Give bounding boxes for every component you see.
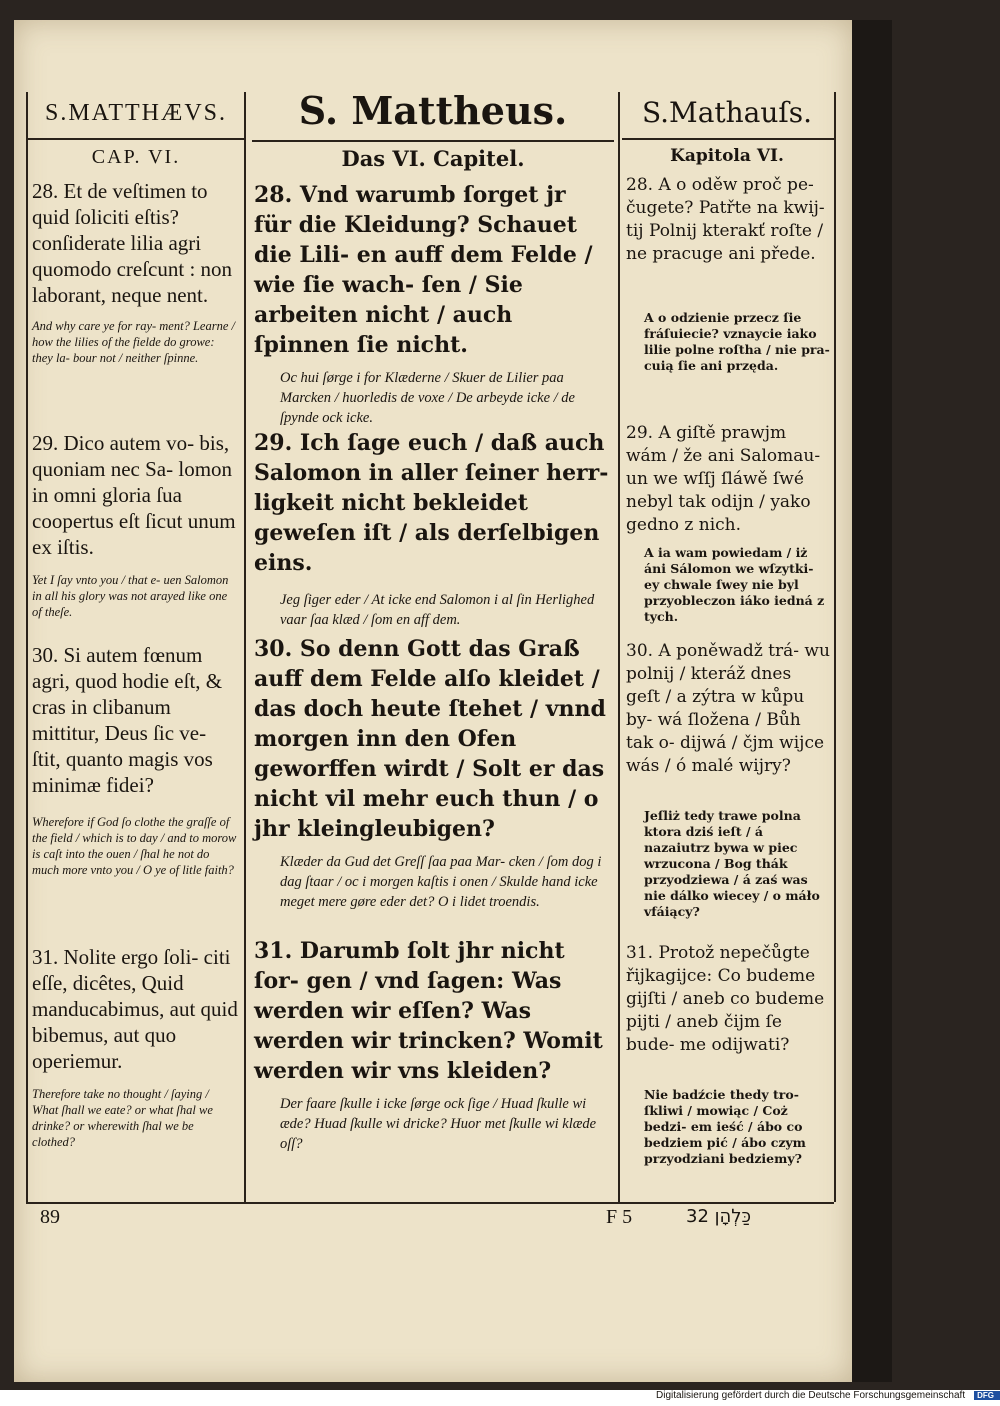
- verse-block-latin-29: [32, 430, 238, 620]
- verse-czech-28: 28. A o oděw proč pe- čugete? Patřte na kwij- tij Polnij kterakť roſte / ne pracuge ani přede.: [626, 175, 825, 264]
- verse-block-latin-28: [32, 178, 238, 366]
- verse-danish-29: Jeg ſiger eder / At icke end Salomon i al ſin Herlighed vaar ſaa klæd / ſom en aff dem.: [280, 592, 595, 628]
- verse-english-31: Therefore take no thought / ſaying / What ſhall we eate? or what ſhal we drinke? or wherewith ſhal we be clothed?: [32, 1087, 213, 1149]
- verse-polish-31: Nie badźcie thedy tro- ſkliwi / mowiąc / Coż bedzi- em ieść / ábo co bedziem pić / ábo czym przyodziani bedziemy?: [644, 1087, 806, 1166]
- page-number: 89: [40, 1206, 60, 1228]
- verse-block-german-29: [254, 428, 610, 630]
- verse-latin-28: 28. Et de veſtimen to quid ſoliciti eſtis? conſiderate lilia agri quomodo creſcunt : non laborant, neque nent.: [32, 179, 233, 307]
- header-german: S. Mattheus.: [298, 88, 568, 133]
- chapter-czech: Kapitola VI.: [670, 146, 784, 166]
- verse-block-czech-30: [626, 640, 830, 920]
- verse-polish-29: A ia wam powiedam / iż áni Sálomon we wſzytki- ey chwale ſwey nie byl przyobleczon iáko iedná z tych.: [644, 545, 825, 624]
- verse-block-latin-30: [32, 642, 238, 878]
- verse-german-31: 31. Darumb ſolt jhr nicht ſor- gen / vnd ſagen: Was werden wir eſſen? Was werden wir trincken? Womit werden wir vns kleiden?: [254, 938, 603, 1084]
- header-rule-german: [252, 140, 614, 142]
- page-edge-shadow: [852, 20, 892, 1382]
- signature-mark: F 5: [606, 1206, 633, 1228]
- verse-latin-30: 30. Si autem fœnum agri, quod hodie eſt, & cras in clibanum mittitur, Deus ſic ve- ſtit, quanto magis vos minimæ fidei?: [32, 643, 223, 797]
- digitization-credit: [0, 1390, 1000, 1406]
- chapter-latin: CAP. VI.: [91, 146, 181, 168]
- verse-block-latin-31: [32, 944, 238, 1150]
- verse-polish-30: Jeſliż tedy trawe polna ktora dziś ieſt / á nazaiutrz bywa w piec wrzucona / Bog thák przyodziewa / á zaś was nie dálko wiecey / o máło vfáiący?: [644, 808, 820, 919]
- verse-polish-28: A o odzienie przecz ſie fráſuiecie? vznaycie iako lilie polne roſtha / nie pra- cuią ſie ani przęda.: [644, 310, 830, 373]
- verse-danish-28: Oc hui ſørge i for Klæderne / Skuer de Lilier paa Marcken / huorledis de voxe / De arbeyde icke / de ſpynde ock icke.: [280, 370, 575, 426]
- verse-english-29: Yet I ſay vnto you / that e- uen Salomon in all his glory was not arayed like one of theſe.: [32, 573, 229, 619]
- verse-block-german-30: [254, 634, 610, 912]
- column-rule-right: [834, 92, 836, 1202]
- verse-block-german-31: [254, 936, 610, 1154]
- verse-block-czech-29: [626, 422, 830, 625]
- credit-text: Digitalisierung gefördert durch die Deutsche Forschungsgemeinschaft: [656, 1390, 966, 1401]
- header-rule-latin: [26, 138, 244, 140]
- verse-czech-30: 30. A poněwadž trá- wu polnij / kteráž dnes geſt / a zýtra w kůpu by- wá ſložena / Bůh tak o- dijwá / čjm wijce wás / ó malé wijry?: [626, 641, 830, 776]
- verse-latin-31: 31. Nolite ergo ſoli- citi eſſe, dicêtes, Quid manducabimus, aut quid bibemus, aut quo operiemur.: [32, 945, 238, 1073]
- verse-czech-31: 31. Protož nepečůgte řijkagijce: Co budeme gijſti / aneb co budeme pijti / aneb čijm ſe bude- me odijwati?: [626, 943, 825, 1055]
- header-czech: S.Mathauſs.: [641, 96, 813, 129]
- header-rule-czech: [622, 138, 834, 140]
- verse-danish-31: Der faare ſkulle i icke ſørge ock ſige / Huad ſkulle wi æde? Huad ſkulle wi dricke? Huor met ſkulle wi klæde oſſ?: [280, 1096, 597, 1152]
- verse-block-czech-28: [626, 174, 830, 374]
- verse-block-czech-31: [626, 942, 830, 1167]
- chapter-german: Das VI. Capitel.: [341, 146, 525, 171]
- hebrew-catchword: כַּלְהָן 32: [686, 1206, 752, 1227]
- verse-german-30: 30. So denn Gott das Graß auff dem Felde alſo kleidet / das doch heute ſtehet / vnnd morgen inn den Ofen geworffen wirdt / Solt er das nicht vil mehr euch thun / o jhr kleingleubigen?: [254, 636, 606, 842]
- verse-latin-29: 29. Dico autem vo- bis, quoniam nec Sa- lomon in omni gloria ſua coopertus eſt ſicut unum ex iſtis.: [32, 431, 236, 559]
- verse-block-german-28: [254, 180, 610, 428]
- verse-danish-30: Klæder da Gud det Greſſ ſaa paa Mar- cken / ſom dog i dag ſtaar / oc i morgen kaſtis i onen / Skulde hand icke meget mere gøre eder det? O i lidet troendis.: [280, 854, 602, 910]
- verse-english-28: And why care ye for ray- ment? Learne / how the lilies of the fielde do growe: they la- bour not / neither ſpinne.: [32, 319, 235, 365]
- column-rule-1: [244, 92, 246, 1202]
- dfg-logo: DFG: [974, 1391, 1000, 1400]
- verse-czech-29: 29. A giſtě prawjm wám / že ani Salomau- un we wſſj ſláwě ſwé nebyl tak odijn / yako gedno z nich.: [626, 423, 821, 535]
- verse-english-30: Wherefore if God ſo clothe the graſſe of the field / which is to day / and to morow is caſt into the ouen / ſhal he not do much more vnto you / O ye of litle faith?: [32, 815, 237, 877]
- column-rule-2: [618, 92, 620, 1202]
- header-latin: S.MATTHÆVS.: [44, 100, 228, 126]
- footer-rule: [26, 1202, 834, 1204]
- column-rule-left: [26, 92, 28, 1202]
- verse-german-28: 28. Vnd warumb ſorget jr für die Kleidung? Schauet die Lili- en auff dem Felde / wie ſie wach- ſen / Sie arbeiten nicht / auch ſpinnen ſie nicht.: [254, 182, 593, 358]
- verse-german-29: 29. Ich ſage euch / daß auch Salomon in aller ſeiner herr- ligkeit nicht bekleidet geweſen iſt / als derſelbigen eins.: [254, 430, 609, 576]
